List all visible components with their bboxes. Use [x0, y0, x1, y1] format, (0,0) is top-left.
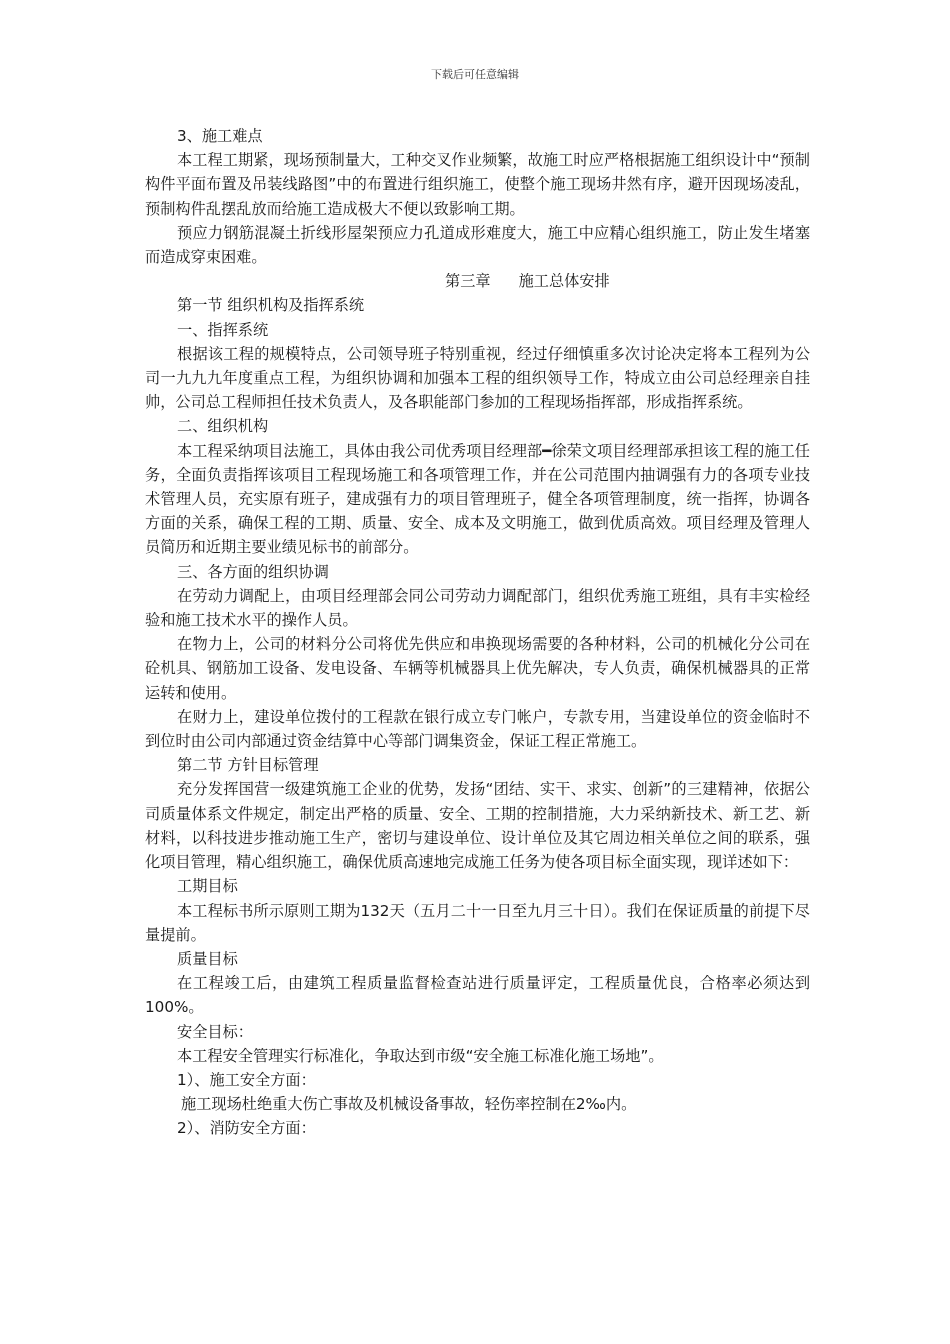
- list-item-heading: 2）、消防安全方面：: [177, 1119, 316, 1138]
- document-body: [145, 124, 810, 1141]
- chapter-number: 第三章: [445, 272, 491, 291]
- chapter-heading: [145, 269, 810, 293]
- page-header: 下载后可任意编辑: [431, 68, 519, 81]
- subsection-heading: 三、各方面的组织协调: [177, 562, 329, 581]
- section-heading: 第二节 方针目标管理: [177, 756, 319, 775]
- paragraph: 预应力钢筋混凝土折线形屋架预应力孔道成形难度大，施工中应精心组织施工，防止发生堵塞而造成穿束困难。: [145, 223, 810, 267]
- paragraph: 在物力上，公司的材料分公司将优先供应和串换现场需要的各种材料，公司的机械化分公司在砼机具、钢筋加工设备、发电设备、车辆等机械器具上优先解决，专人负责，确保机械器具的正常运转和使用。: [145, 635, 810, 702]
- paragraph: 充分发挥国营一级建筑施工企业的优势，发扬“团结、实干、求实、创新”的三建精神，依据公司质量体系文件规定，制定出严格的质量、安全、工期的控制措施，大力采纳新技术、新工艺、新材料，以科技进步推动施工生产，密切与建设单位、设计单位及其它周边相关单位之间的联系，强化项目管理，精心组织施工，确保优质高速地完成施工任务为使各项目标全面实现，现详述如下：: [145, 780, 810, 872]
- list-item-text: 施工现场杜绝重大伤亡事故及机械设备事故，轻伤率控制在2‰内。: [181, 1095, 637, 1114]
- goal-heading: 安全目标：: [177, 1022, 253, 1041]
- paragraph: 在财力上，建设单位拨付的工程款在银行成立专门帐户，专款专用，当建设单位的资金临时不到位时由公司内部通过资金结算中心等部门调集资金，保证工程正常施工。: [145, 707, 810, 751]
- paragraph: 本工程安全管理实行标准化，争取达到市级“安全施工标准化施工场地”。: [177, 1046, 664, 1065]
- paragraph: 在工程竣工后，由建筑工程质量监督检查站进行质量评定，工程质量优良，合格率必须达到100%。: [145, 974, 810, 1017]
- goal-heading: 工期目标: [177, 877, 238, 896]
- subsection-heading: 一、指挥系统: [177, 320, 269, 339]
- section-heading: 3、施工难点: [177, 127, 263, 145]
- paragraph: 本工程标书所示原则工期为132天（五月二十一日至九月三十日）。我们在保证质量的前提下尽量提前。: [145, 901, 810, 944]
- paragraph: 本工程工期紧，现场预制量大，工种交叉作业频繁，故施工时应严格根据施工组织设计中“预制构件平面布置及吊装线路图”中的布置进行组织施工，使整个施工现场井然有序，避开因现场凌乱，预制构件乱摆乱放而给施工造成极大不便以致影响工期。: [145, 151, 810, 218]
- list-item-heading: 1）、施工安全方面：: [177, 1070, 316, 1089]
- paragraph: 根据该工程的规模特点，公司领导班子特别重视，经过仔细慎重多次讨论决定将本工程列为公司一九九九年度重点工程，为组织协调和加强本工程的组织领导工作，特成立由公司总经理亲自挂帅，公司总工程师担任技术负责人，及各职能部门参加的工程现场指挥部，形成指挥系统。: [145, 344, 810, 412]
- paragraph: 在劳动力调配上，由项目经理部会同公司劳动力调配部门，组织优秀施工班组，具有丰实检经验和施工技术水平的操作人员。: [145, 586, 810, 630]
- subsection-heading: 二、组织机构: [177, 417, 269, 436]
- goal-heading: 质量目标: [177, 949, 238, 968]
- paragraph: 本工程采纳项目法施工，具体由我公司优秀项目经理部━徐荣文项目经理部承担该工程的施工任务，全面负责指挥该项目工程现场施工和各项管理工作，并在公司范围内抽调强有力的各项专业技术管理人员，充实原有班子，建成强有力的项目管理班子，健全各项管理制度，统一指挥，协调各方面的关系，确保工程的工期、质量、安全、成本及文明施工，做到优质高效。项目经理及管理人员简历和近期主要业绩见标书的前部分。: [145, 441, 810, 557]
- chapter-title: 施工总体安排: [518, 272, 610, 291]
- section-heading: 第一节 组织机构及指挥系统: [177, 296, 365, 315]
